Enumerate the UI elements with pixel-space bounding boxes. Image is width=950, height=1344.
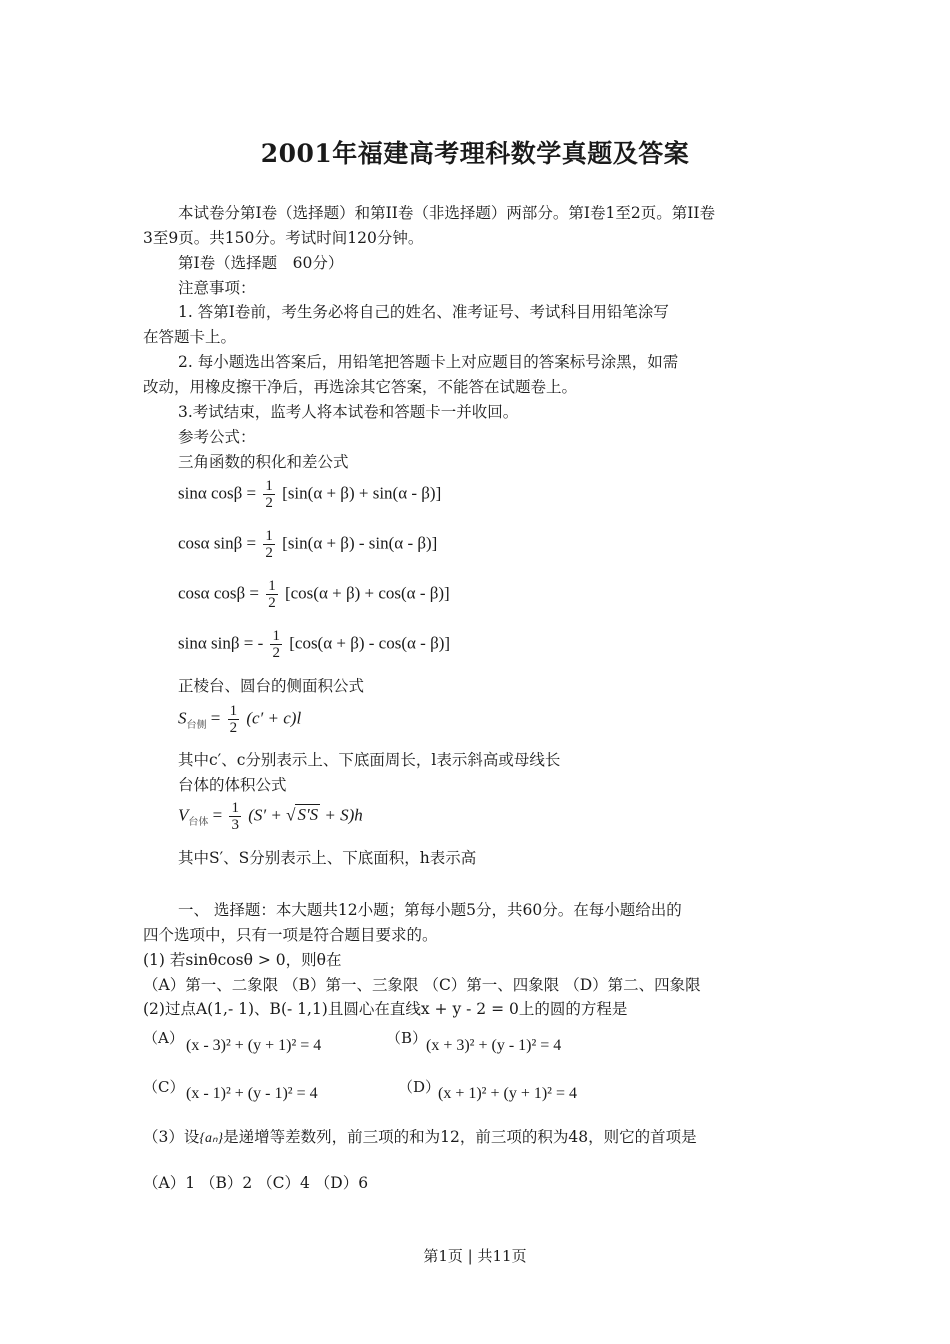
notice-item-1b: 在答题卡上。 [143,328,237,346]
area-symbol: S [178,708,187,728]
formula-1-lhs: sinα cosβ = [178,483,257,503]
question-1-stem: (1) 若sinθcosθ > 0，则θ在 [143,951,342,969]
formula-3-lhs: cosα cosβ = [178,583,259,603]
formula-2 [178,528,437,561]
notice-item-2b: 改动，用橡皮擦干净后，再选涂其它答案，不能答在试题卷上。 [143,378,578,396]
formula-2-lhs: cosα sinβ = [178,533,257,553]
formula-1-rhs: [sin(α + β) + sin(α - β)] [282,483,442,503]
page-footer: 第1页 | 共11页 [423,1247,527,1265]
notice-item-2a: 2. 每小题选出答案后，用铅笔把答题卡上对应题目的答案标号涂黑，如需 [178,353,679,371]
question-3-text: 是递增等差数列，前三项的和为12，前三项的积为48，则它的首项是 [223,1128,697,1146]
intro-line-1: 本试卷分第I卷（选择题）和第II卷（非选择题）两部分。第I卷1至2页。第II卷 [178,204,715,222]
area-subscript: 台侧 [186,719,207,731]
question-3-prefix: （3）设 [143,1128,200,1146]
formula-3 [178,578,450,611]
section1-line-1: 一、 选择题：本大题共12小题；第每小题5分，共60分。在每小题给出的 [178,901,682,919]
section1-line-2: 四个选项中，只有一项是符合题目要求的。 [143,926,438,944]
question-2-option-d: (x + 1)² + (y + 1)² = 4 [438,1085,577,1102]
notice-item-1a: 1. 答第I卷前，考生务必将自己的姓名、准考证号、考试科目用铅笔涂写 [178,303,669,321]
area-rhs: (c′ + c)l [246,708,302,728]
question-1-options: （A）第一、二象限 （B）第一、三象限 （C）第一、四象限 （D）第二、四象限 [143,976,701,994]
question-3-stem [143,1127,697,1149]
question-2-option-a: (x - 3)² + (y + 1)² = 4 [186,1037,322,1054]
question-2-option-c-label: （C） [143,1078,185,1096]
page-title: 2001年福建高考理科数学真题及答案 [260,139,690,168]
frustum-area-heading: 正棱台、圆台的侧面积公式 [178,677,365,695]
volume-heading: 台体的体积公式 [178,776,287,794]
volume-subscript: 台体 [188,816,209,828]
formula-3-rhs: [cos(α + β) + cos(α - β)] [284,583,450,603]
area-fraction: $\frac{1}{2}$ [229,703,238,736]
volume-rhs-b: + S)h [320,805,363,825]
question-2-option-c: (x - 1)² + (y - 1)² = 4 [186,1085,318,1102]
volume-explanation: 其中S′、S分别表示上、下底面积，h表示高 [178,849,477,867]
question-2-option-a-label: （A） [143,1029,184,1047]
question-2-option-b: (x + 3)² + (y - 1)² = 4 [426,1037,562,1054]
volume-symbol: V [178,805,189,825]
formula-1 [178,478,441,511]
question-3-options: （A）1 （B）2 （C）4 （D）6 [143,1174,369,1192]
volume-rhs-a: (S′ + [248,805,287,825]
volume-formula: $V_{台体}$ = $\frac{1}{3}$ (S′ + √ S′S + S)h [178,800,363,833]
formula-4 [178,628,450,661]
question-2-option-d-label: （D） [398,1078,441,1096]
reference-heading: 参考公式： [178,428,256,446]
formula-2-fraction: $\frac{1}{2}$ [265,528,273,561]
formula-4-fraction: $\frac{1}{2}$ [272,628,280,661]
area-explanation: 其中c′、c分别表示上、下底面周长，l表示斜高或母线长 [178,751,561,769]
part1-heading: 第I卷（选择题 60分） [178,254,344,272]
formula-4-lhs: sinα sinβ = - [178,633,264,653]
intro-line-2: 3至9页。共150分。考试时间120分钟。 [143,229,424,247]
formula-1-fraction: $\frac{1}{2}$ [265,478,273,511]
sequence-symbol: {aₙ} [199,1131,224,1146]
notice-item-3: 3.考试结束，监考人将本试卷和答题卡一并收回。 [178,403,519,421]
question-2-stem: (2)过点A(1,- 1)、B(- 1,1)且圆心在直线x + y - 2 = 0上的圆的方程是 [143,1000,628,1018]
volume-sqrt: S′S [297,805,319,825]
formula-3-fraction: $\frac{1}{2}$ [268,578,276,611]
formula-4-rhs: [cos(α + β) - cos(α - β)] [289,633,451,653]
notice-heading: 注意事项： [178,279,256,297]
volume-fraction: $\frac{1}{3}$ [231,800,239,833]
trig-heading: 三角函数的积化和差公式 [178,453,349,471]
frustum-area-formula: $S_{台侧}$ = $\frac{1}{2}$ (c′ + c)l [178,703,302,736]
formula-2-rhs: [sin(α + β) - sin(α - β)] [282,533,438,553]
question-2-option-b-label: （B） [386,1029,428,1047]
